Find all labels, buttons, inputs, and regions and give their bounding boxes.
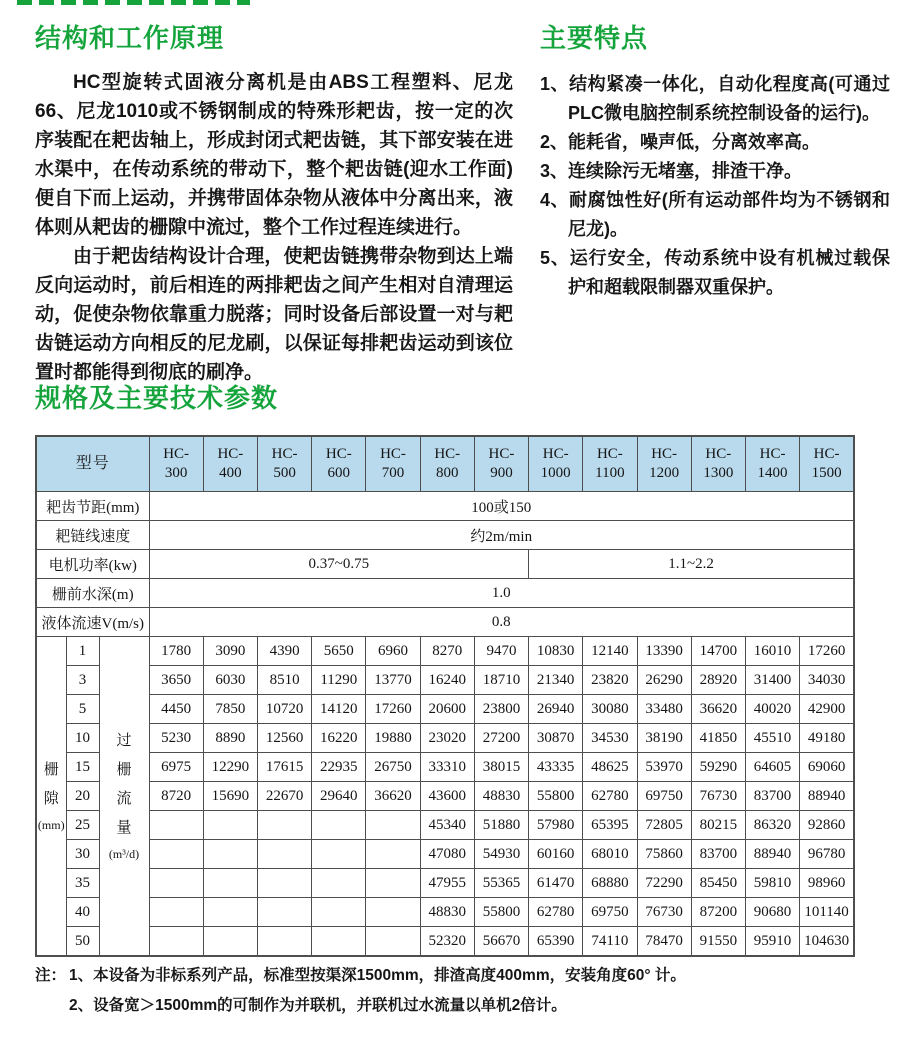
- param-value-cell: 0.37~0.75: [149, 550, 529, 579]
- flow-value-cell: 56670: [474, 927, 528, 957]
- flow-value-cell: 83700: [745, 782, 799, 811]
- model-prefix: HC-: [271, 445, 298, 462]
- flow-value-cell: [149, 927, 203, 957]
- feature-text: 能耗省，噪声低，分离效率高。: [568, 131, 821, 152]
- flow-value-cell: 72290: [637, 869, 691, 898]
- flow-value-cell: 38015: [474, 753, 528, 782]
- flow-row: [36, 724, 854, 753]
- note-line: [35, 991, 865, 1021]
- feature-number: 4、: [540, 189, 570, 210]
- spec-table: [35, 435, 855, 957]
- flow-value-cell: [366, 898, 420, 927]
- flow-value-cell: 19880: [366, 724, 420, 753]
- flow-value-cell: [203, 811, 257, 840]
- flow-value-cell: 14120: [312, 695, 366, 724]
- flow-value-cell: 38190: [637, 724, 691, 753]
- feature-number: 1、: [540, 73, 570, 94]
- flow-value-cell: 87200: [691, 898, 745, 927]
- param-row: [36, 579, 854, 608]
- model-prefix: HC-: [542, 445, 569, 462]
- model-prefix: HC-: [434, 445, 461, 462]
- flow-row: [36, 695, 854, 724]
- flow-value-cell: 60160: [529, 840, 583, 869]
- model-number: 300: [164, 465, 188, 481]
- flow-axis-label: [99, 637, 149, 957]
- flow-value-cell: 36620: [691, 695, 745, 724]
- flow-value-cell: [366, 840, 420, 869]
- model-prefix: HC-: [380, 445, 406, 462]
- flow-row: [36, 869, 854, 898]
- flow-value-cell: 80215: [691, 811, 745, 840]
- flow-value-cell: 3090: [203, 637, 257, 666]
- model-header-cell: [474, 436, 528, 492]
- flow-row: [36, 840, 854, 869]
- flow-axis-char: 流: [116, 791, 132, 807]
- model-header-cell: [312, 436, 366, 492]
- flow-value-cell: 69750: [583, 898, 637, 927]
- flow-value-cell: 6960: [366, 637, 420, 666]
- flow-value-cell: 43600: [420, 782, 474, 811]
- flow-value-cell: 88940: [745, 840, 799, 869]
- flow-value-cell: [366, 927, 420, 957]
- param-label-cell: 栅前水深(m): [36, 579, 149, 608]
- flow-value-cell: 45340: [420, 811, 474, 840]
- flow-value-cell: 96780: [800, 840, 854, 869]
- flow-value-cell: [203, 927, 257, 957]
- note-number: 1、: [69, 967, 94, 984]
- model-prefix: HC-: [813, 445, 840, 462]
- flow-value-cell: 34530: [583, 724, 637, 753]
- flow-value-cell: 12560: [257, 724, 311, 753]
- flow-value-cell: [312, 811, 366, 840]
- model-header-cell: [691, 436, 745, 492]
- flow-value-cell: [149, 898, 203, 927]
- flow-row: [36, 782, 854, 811]
- param-label-cell: 电机功率(kw): [36, 550, 149, 579]
- feature-number: 3、: [540, 160, 569, 181]
- flow-value-cell: [257, 869, 311, 898]
- feature-item: [540, 157, 890, 186]
- flow-value-cell: 104630: [800, 927, 854, 957]
- flow-value-cell: 55365: [474, 869, 528, 898]
- principle-section: [35, 24, 513, 387]
- model-number: 1300: [703, 465, 734, 481]
- flow-value-cell: 17260: [366, 695, 420, 724]
- flow-value-cell: 74110: [583, 927, 637, 957]
- flow-value-cell: 57980: [529, 811, 583, 840]
- spec-table-body: [36, 436, 854, 956]
- notes: [35, 961, 865, 1021]
- model-number: 1000: [540, 465, 571, 481]
- flow-value-cell: 48830: [420, 898, 474, 927]
- flow-value-cell: 27200: [474, 724, 528, 753]
- flow-value-cell: 47080: [420, 840, 474, 869]
- flow-value-cell: 8510: [257, 666, 311, 695]
- flow-value-cell: 16010: [745, 637, 799, 666]
- feature-number: 5、: [540, 247, 570, 268]
- feature-item: [540, 70, 890, 128]
- flow-value-cell: [312, 840, 366, 869]
- model-number: 700: [381, 465, 405, 481]
- model-number: 1100: [595, 465, 625, 481]
- flow-value-cell: 11290: [312, 666, 366, 695]
- gap-axis-char: 隙: [43, 791, 59, 807]
- flow-value-cell: 4450: [149, 695, 203, 724]
- principle-title: 结构和工作原理: [35, 23, 225, 53]
- flow-value-cell: 55800: [529, 782, 583, 811]
- model-number: 600: [327, 465, 351, 481]
- principle-paragraphs: [35, 68, 513, 387]
- flow-value-cell: 9470: [474, 637, 528, 666]
- flow-value-cell: 26290: [637, 666, 691, 695]
- flow-value-cell: 6030: [203, 666, 257, 695]
- flow-value-cell: 98960: [800, 869, 854, 898]
- flow-axis-char: 栅: [116, 762, 132, 778]
- model-header-row: [36, 436, 854, 492]
- feature-text: 连续除污无堵塞，排渣干净。: [568, 160, 803, 181]
- flow-value-cell: 13770: [366, 666, 420, 695]
- flow-value-cell: 12140: [583, 637, 637, 666]
- flow-value-cell: 23020: [420, 724, 474, 753]
- model-prefix: HC-: [705, 445, 732, 462]
- flow-value-cell: 101140: [800, 898, 854, 927]
- flow-value-cell: 40020: [745, 695, 799, 724]
- feature-text: 运行安全，传动系统中设有机械过载保护和超载限制器双重保护。: [568, 247, 891, 297]
- flow-value-cell: 75860: [637, 840, 691, 869]
- flow-value-cell: 33480: [637, 695, 691, 724]
- model-number: 500: [273, 465, 296, 481]
- model-header-cell: [420, 436, 474, 492]
- param-row: [36, 521, 854, 550]
- flow-value-cell: [312, 869, 366, 898]
- note-text: 本设备为非标系列产品，标准型按渠深1500mm，排渣高度400mm，安装角度60° 计。: [93, 967, 686, 984]
- flow-value-cell: [257, 898, 311, 927]
- model-prefix: HC-: [217, 445, 244, 462]
- model-header-cell: [529, 436, 583, 492]
- flow-value-cell: 59290: [691, 753, 745, 782]
- flow-value-cell: 83700: [691, 840, 745, 869]
- flow-row: [36, 666, 854, 695]
- features-list: [540, 70, 890, 302]
- flow-value-cell: 48830: [474, 782, 528, 811]
- gap-axis-char: (mm): [37, 818, 65, 832]
- model-header-cell: [203, 436, 257, 492]
- flow-value-cell: 65390: [529, 927, 583, 957]
- param-value-cell: 1.1~2.2: [529, 550, 854, 579]
- flow-value-cell: 69060: [800, 753, 854, 782]
- flow-value-cell: 8720: [149, 782, 203, 811]
- flow-axis-char: (m³/d): [108, 847, 140, 861]
- flow-value-cell: 26940: [529, 695, 583, 724]
- flow-value-cell: 15690: [203, 782, 257, 811]
- flow-value-cell: 55800: [474, 898, 528, 927]
- model-prefix: HC-: [596, 445, 623, 462]
- flow-value-cell: 76730: [637, 898, 691, 927]
- flow-value-cell: 42900: [800, 695, 854, 724]
- flow-value-cell: 30080: [583, 695, 637, 724]
- gap-size-cell: 35: [66, 869, 99, 898]
- gap-size-cell: 1: [66, 637, 99, 666]
- flow-value-cell: 23800: [474, 695, 528, 724]
- note-text: 设备宽＞1500mm的可制作为并联机，并联机过水流量以单机2倍计。: [93, 997, 567, 1014]
- model-prefix: HC-: [651, 445, 678, 462]
- gap-axis-char: 栅: [43, 762, 59, 778]
- flow-value-cell: 53970: [637, 753, 691, 782]
- flow-value-cell: 20600: [420, 695, 474, 724]
- flow-value-cell: 8890: [203, 724, 257, 753]
- flow-value-cell: [366, 869, 420, 898]
- flow-row: [36, 898, 854, 927]
- model-prefix: HC-: [163, 445, 190, 462]
- model-header-cell: [745, 436, 799, 492]
- feature-number: 2、: [540, 131, 569, 152]
- flow-value-cell: [149, 811, 203, 840]
- flow-value-cell: 91550: [691, 927, 745, 957]
- model-header-cell: [637, 436, 691, 492]
- flow-value-cell: 26750: [366, 753, 420, 782]
- gap-size-cell: 10: [66, 724, 99, 753]
- flow-value-cell: 85450: [691, 869, 745, 898]
- param-value-cell: 约2m/min: [149, 521, 854, 550]
- param-value-cell: 0.8: [149, 608, 854, 637]
- model-prefix: HC-: [325, 445, 352, 462]
- flow-value-cell: 95910: [745, 927, 799, 957]
- flow-value-cell: 65395: [583, 811, 637, 840]
- param-row: [36, 492, 854, 521]
- flow-value-cell: 72805: [637, 811, 691, 840]
- flow-value-cell: 5650: [312, 637, 366, 666]
- flow-value-cell: 48625: [583, 753, 637, 782]
- gap-axis-label: [36, 637, 66, 957]
- flow-value-cell: 69750: [637, 782, 691, 811]
- flow-row: [36, 637, 854, 666]
- flow-value-cell: 62780: [529, 898, 583, 927]
- model-number: 1500: [811, 465, 842, 481]
- model-number: 1400: [757, 465, 788, 481]
- param-label-cell: 耙链线速度: [36, 521, 149, 550]
- flow-value-cell: 68010: [583, 840, 637, 869]
- model-header-cell: [800, 436, 854, 492]
- flow-value-cell: 17615: [257, 753, 311, 782]
- flow-value-cell: 22935: [312, 753, 366, 782]
- flow-value-cell: 33310: [420, 753, 474, 782]
- feature-text: 耐腐蚀性好(所有运动部件均为不锈钢和尼龙)。: [568, 189, 890, 239]
- flow-value-cell: 21340: [529, 666, 583, 695]
- flow-value-cell: 78470: [637, 927, 691, 957]
- gap-size-cell: 5: [66, 695, 99, 724]
- flow-value-cell: 45510: [745, 724, 799, 753]
- flow-value-cell: 68880: [583, 869, 637, 898]
- flow-value-cell: 10830: [529, 637, 583, 666]
- flow-value-cell: 13390: [637, 637, 691, 666]
- feature-item: [540, 128, 890, 157]
- flow-value-cell: 16220: [312, 724, 366, 753]
- flow-value-cell: [257, 927, 311, 957]
- flow-value-cell: 43335: [529, 753, 583, 782]
- flow-value-cell: [257, 840, 311, 869]
- gap-size-cell: 20: [66, 782, 99, 811]
- flow-value-cell: 76730: [691, 782, 745, 811]
- flow-value-cell: 28920: [691, 666, 745, 695]
- flow-value-cell: 23820: [583, 666, 637, 695]
- flow-axis-char: 过: [116, 733, 132, 749]
- param-value-cell: 1.0: [149, 579, 854, 608]
- gap-size-cell: 50: [66, 927, 99, 957]
- param-row: [36, 608, 854, 637]
- flow-value-cell: 8270: [420, 637, 474, 666]
- feature-item: [540, 186, 890, 244]
- cutoff-heading-fragment: [17, 0, 250, 5]
- flow-value-cell: 88940: [800, 782, 854, 811]
- flow-value-cell: [203, 840, 257, 869]
- feature-text: 结构紧凑一体化，自动化程度高(可通过PLC微电脑控制系统控制设备的运行)。: [568, 73, 890, 123]
- model-header-cell: [149, 436, 203, 492]
- flow-value-cell: 5230: [149, 724, 203, 753]
- flow-value-cell: 92860: [800, 811, 854, 840]
- flow-value-cell: [149, 869, 203, 898]
- model-corner-label: 型号: [36, 436, 149, 492]
- flow-value-cell: 1780: [149, 637, 203, 666]
- flow-value-cell: 14700: [691, 637, 745, 666]
- model-header-cell: [583, 436, 637, 492]
- param-label-cell: 液体流速V(m/s): [36, 608, 149, 637]
- paragraph: HC型旋转式固液分离机是由ABS工程塑料、尼龙66、尼龙1010或不锈钢制成的特殊形耙齿，按一定的次序装配在耙齿轴上，形成封闭式耙齿链，其下部安装在进水渠中，在传动系统的带动下，整个耙齿链(迎水工作面)便自下而上运动，并携带固体杂物从液体中分离出来，液体则从耙齿的栅隙中流过，整个工作过程连续进行。: [35, 71, 513, 238]
- flow-value-cell: 51880: [474, 811, 528, 840]
- gap-size-cell: 40: [66, 898, 99, 927]
- flow-value-cell: [312, 898, 366, 927]
- features-section: [540, 24, 890, 302]
- flow-value-cell: 61470: [529, 869, 583, 898]
- flow-value-cell: [149, 840, 203, 869]
- note-prefix: 注：: [35, 967, 67, 984]
- flow-value-cell: 29640: [312, 782, 366, 811]
- model-header-cell: [257, 436, 311, 492]
- flow-value-cell: 30870: [529, 724, 583, 753]
- flow-value-cell: 90680: [745, 898, 799, 927]
- model-prefix: HC-: [488, 445, 515, 462]
- flow-value-cell: 52320: [420, 927, 474, 957]
- flow-value-cell: 17260: [800, 637, 854, 666]
- flow-value-cell: 54930: [474, 840, 528, 869]
- flow-value-cell: [203, 869, 257, 898]
- flow-value-cell: 64605: [745, 753, 799, 782]
- model-number: 900: [490, 465, 513, 481]
- flow-value-cell: [312, 927, 366, 957]
- flow-axis-char: 量: [116, 820, 132, 836]
- feature-item: [540, 244, 890, 302]
- flow-value-cell: 31400: [745, 666, 799, 695]
- flow-value-cell: [203, 898, 257, 927]
- model-number: 400: [219, 465, 242, 481]
- flow-row: [36, 927, 854, 957]
- specs-title: 规格及主要技术参数: [35, 383, 279, 413]
- flow-value-cell: 49180: [800, 724, 854, 753]
- flow-value-cell: 22670: [257, 782, 311, 811]
- flow-value-cell: 41850: [691, 724, 745, 753]
- flow-value-cell: 10720: [257, 695, 311, 724]
- flow-value-cell: 47955: [420, 869, 474, 898]
- flow-row: [36, 753, 854, 782]
- flow-value-cell: 86320: [745, 811, 799, 840]
- flow-value-cell: [366, 811, 420, 840]
- flow-value-cell: 59810: [745, 869, 799, 898]
- param-row: [36, 550, 854, 579]
- flow-value-cell: 4390: [257, 637, 311, 666]
- flow-value-cell: 7850: [203, 695, 257, 724]
- gap-size-cell: 15: [66, 753, 99, 782]
- note-line: [35, 961, 865, 991]
- model-prefix: HC-: [759, 445, 786, 462]
- gap-size-cell: 3: [66, 666, 99, 695]
- features-title: 主要特点: [540, 23, 649, 53]
- flow-row: [36, 811, 854, 840]
- flow-value-cell: 16240: [420, 666, 474, 695]
- flow-value-cell: [257, 811, 311, 840]
- gap-size-cell: 30: [66, 840, 99, 869]
- flow-value-cell: 34030: [800, 666, 854, 695]
- model-number: 800: [435, 465, 459, 481]
- flow-value-cell: 62780: [583, 782, 637, 811]
- flow-value-cell: 18710: [474, 666, 528, 695]
- flow-value-cell: 6975: [149, 753, 203, 782]
- param-value-cell: 100或150: [149, 492, 854, 521]
- note-number: 2、: [69, 997, 94, 1014]
- paragraph: 由于耙齿结构设计合理，使耙齿链携带杂物到达上端反向运动时，前后相连的两排耙齿之间产生相对自清理运动，促使杂物依靠重力脱落；同时设备后部设置一对与耙齿链运动方向相反的尼龙刷，以保证每排耙齿运动到该位置时都能得到彻底的刷净。: [35, 245, 513, 383]
- flow-value-cell: 12290: [203, 753, 257, 782]
- model-number: 1200: [649, 465, 680, 481]
- flow-value-cell: 36620: [366, 782, 420, 811]
- gap-size-cell: 25: [66, 811, 99, 840]
- param-label-cell: 耙齿节距(mm): [36, 492, 149, 521]
- model-header-cell: [366, 436, 420, 492]
- flow-value-cell: 3650: [149, 666, 203, 695]
